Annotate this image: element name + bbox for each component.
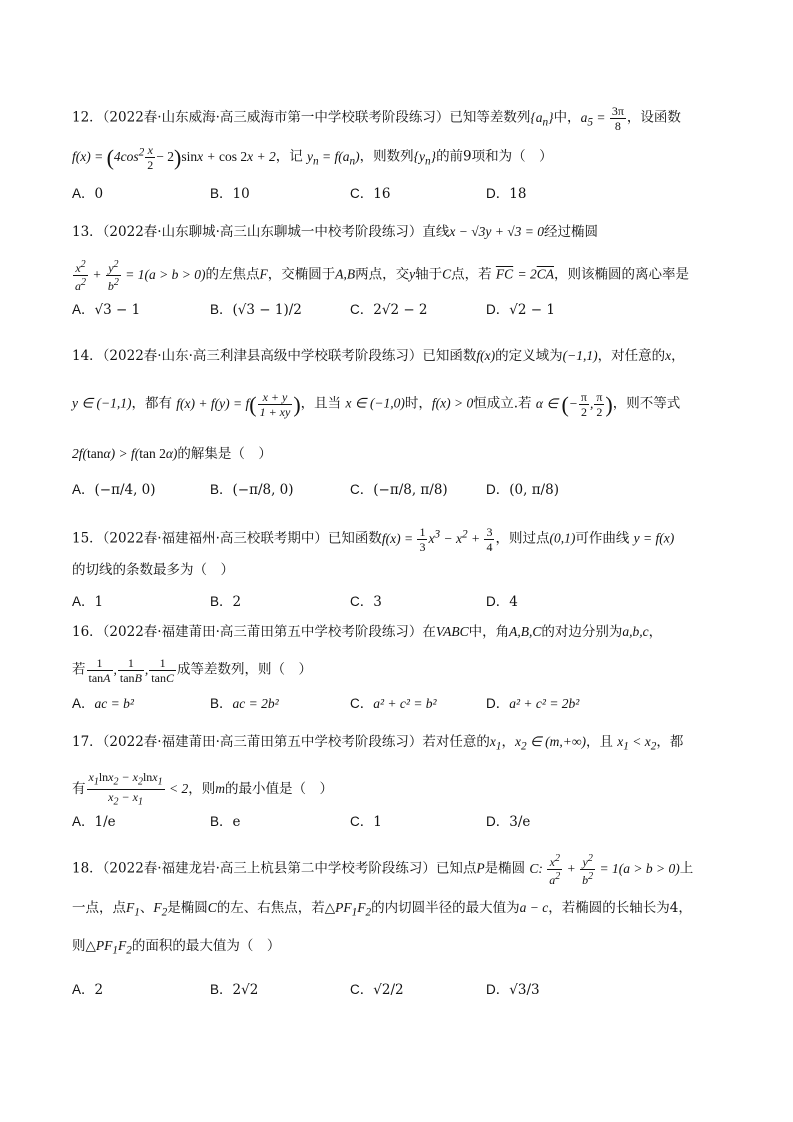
- options-row: [72, 480, 735, 510]
- option-c[interactable]: C．16: [350, 186, 391, 202]
- inequality: $\frac{x_1\ln x_2 - x_2\ln x_1}{x_2 - x_1}$ < 2: [88, 770, 189, 808]
- question-source: 18．（2022春·福建龙岩·高三上杭县第二中学校考阶段练习）已知点: [72, 860, 477, 877]
- option-d[interactable]: D．4: [486, 594, 518, 610]
- ellipse-equation: $\frac{x^2}{a^2}$ + $\frac{y^2}{b^2}$ = 1(a > b > 0): [75, 259, 206, 293]
- option-a[interactable]: A．(−π/4, 0): [72, 482, 156, 498]
- option-b[interactable]: B．ac = 2b²: [210, 696, 279, 711]
- options-row: [72, 812, 735, 842]
- exam-page: 12．（2022春·山东威海·高三威海市第一中学校联考阶段练习）已知等差数列$\{a_n\}$中，$a_5$ = $\frac{3\pi}{8}$ ，设函数 $f(x) = (4\cos^2$ $\frac{x}{2}$ − 2)sinx + cos 2x + 2，记 $y_n = f(a_n)$，则数列$\{y_n\}$的前9项和为（ ） A．0 B．10 C．16 D．18 13．（2022春·山东聊城·高三山东聊城一中校考阶段练习）直线x − √3y + √3 = 0经过椭圆 $\frac{x^2}{a^2}$ + $\frac{y^2}{b^2}$ = 1(a > b > 0)的左焦点F，交椭圆于A,B两点，交y轴于C点，若 $\overline{FC} = 2\overline{CA}$，则该椭圆的离心率是 A．√3 − 1 B．(√3 − 1)/2 C．2√2 − 2 D．√2 − 1 14．（2022春·山东·高三利津县高级中学校联考阶段练习）已知函数f(x)的定义域为(−1,1)，对任意的x， y ∈ (−1,1)，都有 f(x) + f(y) = f( $\frac{x + y}{1 + xy}$ )，且当 x ∈ (−1,0)时，f(x) > 0恒成立.若 α ∈ (− $\frac{\pi}{2}$ , $\frac{\pi}{2}$ )，则不等式 2f(tanα) > f(tan 2α)的解集是（ ） A．(−π/4, 0) B．(−π/8, 0) C．(−π/8, π/8) D．(0, π/8) 15．（2022春·福建福州·高三校联考期中）已知函数f(x) = $\frac{1}{3}$ $x^3 - x^2$ + $\frac{3}{4}$ ，则过点(0,1)可作曲线 y = f(x) 的切线的条数最多为（ ） A．1 B．2 C．3 D．4 16．（2022春·福建莆田·高三莆田第五中学校考阶段练习）在VABC中，角A,B,C的对边分别为a,b,c， 若 $\frac{1}{\tan A}$ , $\frac{1}{\tan B}$ , $\frac{1}{\tan C}$ 成等差数列，则（ ） A．ac = b² B．ac = 2b² C．a² + c² = b² D．a² + c² = 2b² 17．（2022春·福建莆田·高三莆田第五中学校考阶段练习）若对任意的$x_1$，$x_2$ ∈ (m,+∞)，且 $x_1 < x_2$，都 有 $\frac{x_1\ln x_2 - x_2\ln x_1}{x_2 - x_1}$ < 2，则m的最小值是（ ） A．1/e B．e C．1 D．3/e 18．（2022春·福建龙岩·高三上杭县第二中学校考阶段练习）已知点P是椭圆 C: $\frac{x^2}{a^2}$ + $\frac{y^2}{b^2}$ = 1(a > b > 0)上 一点，点$F_1$、$F_2$是椭圆C的左、右焦点，若$\triangle PF_1F_2$的内切圆半径的最大值为a − c，若椭圆的长轴长为4， 则$\triangle PF_1F_2$的面积的最大值为（ ） A．2 B．2√2 C．√2/2 D．√3/3: [0, 0, 793, 1122]
- option-a[interactable]: A．1/e: [72, 814, 116, 830]
- options-row: [72, 592, 735, 622]
- question-source: 12．（2022春·山东威海·高三威海市第一中学校联考阶段练习）已知等差数列: [72, 109, 531, 126]
- option-a[interactable]: A．ac = b²: [72, 696, 134, 711]
- option-d[interactable]: D．3/e: [486, 814, 531, 830]
- question-source: 17．（2022春·福建莆田·高三莆田第五中学校考阶段练习）若对任意的: [72, 734, 490, 750]
- question-source: 14．（2022春·山东·高三利津县高级中学校联考阶段练习）已知函数: [72, 348, 477, 364]
- options-row: [72, 300, 735, 330]
- sequence-name: $\{a_n\}$: [530, 109, 554, 129]
- options-row: [72, 694, 735, 724]
- option-d[interactable]: D．√2 − 1: [486, 302, 555, 318]
- option-c[interactable]: C．√2/2: [350, 982, 404, 998]
- option-c[interactable]: C．a² + c² = b²: [350, 696, 437, 711]
- option-b[interactable]: B．e: [210, 814, 241, 830]
- options-row: [72, 980, 735, 1010]
- option-b[interactable]: B．10: [210, 186, 250, 202]
- option-b[interactable]: B．2: [210, 594, 242, 610]
- option-b[interactable]: B．2√2: [210, 982, 259, 998]
- function-definition: $f(x) = (4\cos^2$ $\frac{x}{2}$ − 2)sinx + cos 2x + 2: [72, 142, 276, 172]
- option-b[interactable]: B．(√3 − 1)/2: [210, 302, 302, 318]
- option-a[interactable]: A．2: [72, 982, 104, 998]
- option-b[interactable]: B．(−π/8, 0): [210, 482, 294, 498]
- line-equation: x − √3y + √3 = 0: [449, 224, 545, 239]
- option-a[interactable]: A．√3 − 1: [72, 302, 141, 318]
- question-source: 15．（2022春·福建福州·高三校联考期中）已知函数: [72, 530, 382, 547]
- question-source: 13．（2022春·山东聊城·高三山东聊城一中校考阶段练习）直线: [72, 224, 450, 240]
- option-d[interactable]: D．18: [486, 186, 527, 202]
- functional-equation: y ∈ (−1,1): [72, 395, 132, 411]
- option-d[interactable]: D．(0, π/8): [486, 482, 559, 498]
- options-row: [72, 184, 735, 214]
- option-c[interactable]: C．3: [350, 594, 382, 610]
- reciprocal-tangents: $\frac{1}{\tan A}$ , $\frac{1}{\tan B}$ , $\frac{1}{\tan C}$: [88, 656, 174, 685]
- inequality: 2f(tanα) > f(tan 2α): [72, 446, 178, 461]
- ellipse-equation: C: $\frac{x^2}{a^2}$ + $\frac{y^2}{b^2}$ = 1(a > b > 0): [529, 853, 680, 887]
- math-expression: $a_5$ = $\frac{3\pi}{8}$: [580, 104, 624, 133]
- option-c[interactable]: C．(−π/8, π/8): [350, 482, 448, 498]
- option-c[interactable]: C．1: [350, 814, 382, 830]
- option-d[interactable]: D．√3/3: [486, 982, 540, 998]
- option-a[interactable]: A．1: [72, 594, 104, 610]
- option-a[interactable]: A．0: [72, 186, 104, 202]
- option-c[interactable]: C．2√2 − 2: [350, 302, 428, 318]
- question-source: 16．（2022春·福建莆田·高三莆田第五中学校考阶段练习）在: [72, 624, 436, 640]
- function-definition: f(x) = $\frac{1}{3}$ $x^3 - x^2$ + $\frac{3}{4}$: [381, 524, 493, 554]
- option-d[interactable]: D．a² + c² = 2b²: [486, 696, 580, 711]
